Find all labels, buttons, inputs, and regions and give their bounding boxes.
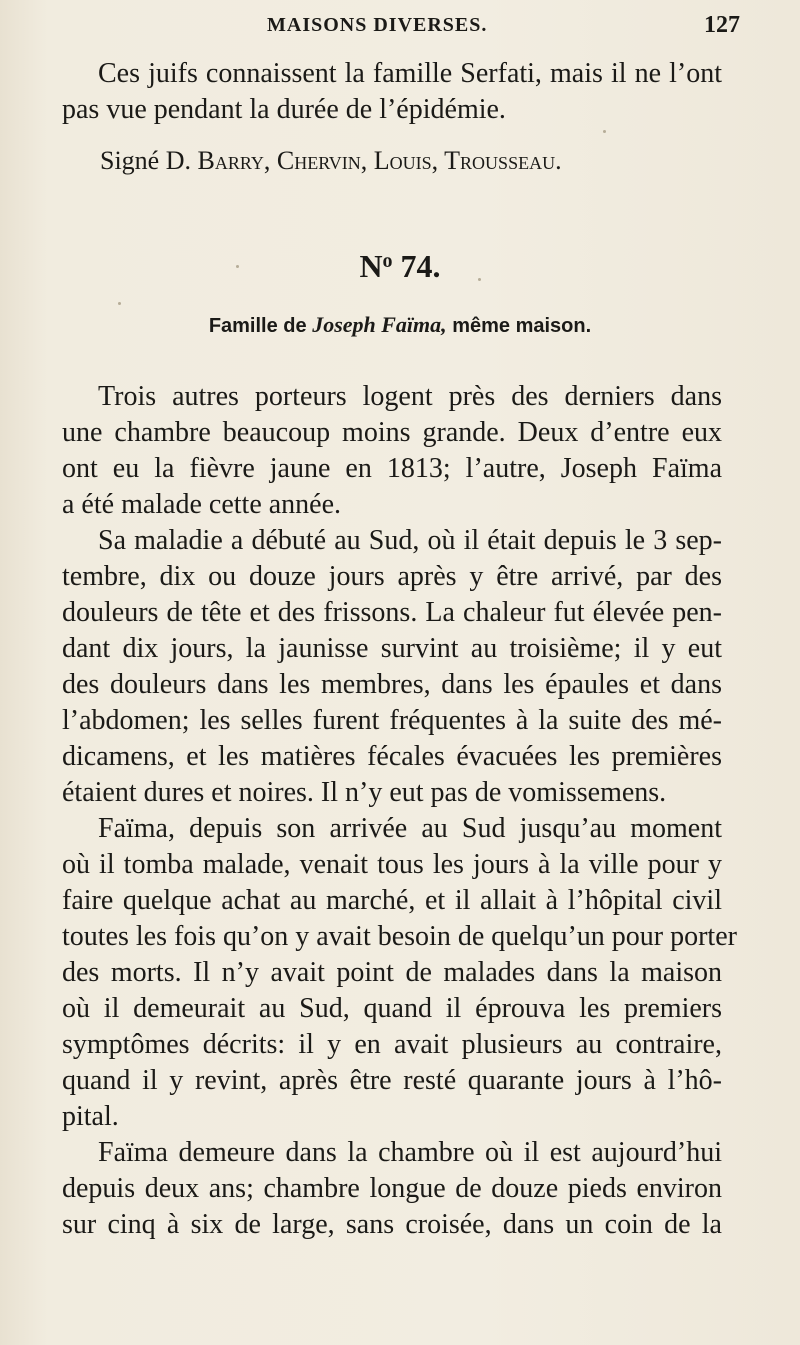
- body-line: faire quelque achat au marché, et il allait à l’hôpital civil: [62, 885, 722, 916]
- body-line: l’abdomen; les selles furent fréquentes à la suite des mé-: [62, 705, 722, 736]
- body-line: Trois autres porteurs logent près des derniers dans: [98, 381, 722, 412]
- body-line: a été malade cette année.: [62, 489, 342, 520]
- body-line: quand il y revint, après être resté quarante jours à l’hô-: [62, 1065, 722, 1096]
- body-line: étaient dures et noires. Il n’y eut pas de vomissemens.: [62, 777, 667, 808]
- running-title: MAISONS DIVERSES.: [267, 14, 488, 36]
- body-line: dant dix jours, la jaunisse survint au troisième; il y eut: [62, 633, 722, 664]
- top-paragraph: [62, 56, 722, 128]
- signature: [100, 146, 720, 176]
- paragraph-line: Ces juifs connaissent la famille Serfati, mais il ne l’ont: [98, 58, 722, 89]
- body-text: [62, 379, 737, 1243]
- signature-names: Barry, Chervin, Louis, Trousseau.: [197, 146, 562, 175]
- body-line: sur cinq à six de large, sans croisée, dans un coin de la: [62, 1209, 722, 1240]
- body-line: des morts. Il n’y avait point de malades dans la maison: [62, 957, 722, 988]
- body-line: pital.: [62, 1101, 119, 1132]
- subtitle-before: Famille de: [208, 315, 313, 337]
- body-line: où il tomba malade, venait tous les jours à la ville pour y: [62, 849, 722, 880]
- body-line: Faïma, depuis son arrivée au Sud jusqu’au moment: [98, 813, 722, 844]
- subtitle-after: même maison.: [446, 315, 592, 337]
- body-line: où il demeurait au Sud, quand il éprouva les premiers: [62, 993, 722, 1024]
- body-line: toutes les fois qu’on y avait besoin de quelqu’un pour porter: [62, 921, 737, 952]
- body-line: dicamens, et les matières fécales évacuées les premières: [62, 741, 722, 772]
- subtitle-name: Joseph Faïma,: [312, 312, 447, 337]
- section-number-sup: o: [382, 250, 393, 272]
- paper-speck: [603, 130, 606, 133]
- signature-prefix: Signé D.: [100, 146, 198, 175]
- body-line: Faïma demeure dans la chambre où il est aujourd’hui: [98, 1137, 722, 1168]
- body-line: depuis deux ans; chambre longue de douze pieds environ: [62, 1173, 722, 1204]
- page-number: 127: [704, 12, 740, 38]
- body-line: Sa maladie a débuté au Sud, où il était depuis le 3 sep-: [98, 525, 722, 556]
- section-subtitle: [0, 312, 800, 338]
- section-number-prefix: N: [359, 248, 383, 284]
- section-number: [0, 248, 800, 285]
- body-line: une chambre beaucoup moins grande. Deux d’entre eux: [62, 417, 722, 448]
- paper-speck: [478, 278, 481, 281]
- paper-speck: [236, 265, 239, 268]
- paragraph-line: pas vue pendant la durée de l’épidémie.: [62, 94, 506, 125]
- body-line: symptômes décrits: il y en avait plusieurs au contraire,: [62, 1029, 722, 1060]
- body-line: des douleurs dans les membres, dans les épaules et dans: [62, 669, 722, 700]
- paper-speck: [118, 302, 121, 305]
- body-line: douleurs de tête et des frissons. La chaleur fut élevée pen-: [62, 597, 722, 628]
- running-head: [62, 6, 740, 46]
- section-number-value: 74.: [392, 248, 441, 284]
- body-line: tembre, dix ou douze jours après y être arrivé, par des: [62, 561, 722, 592]
- body-line: ont eu la fièvre jaune en 1813; l’autre, Joseph Faïma: [62, 453, 722, 484]
